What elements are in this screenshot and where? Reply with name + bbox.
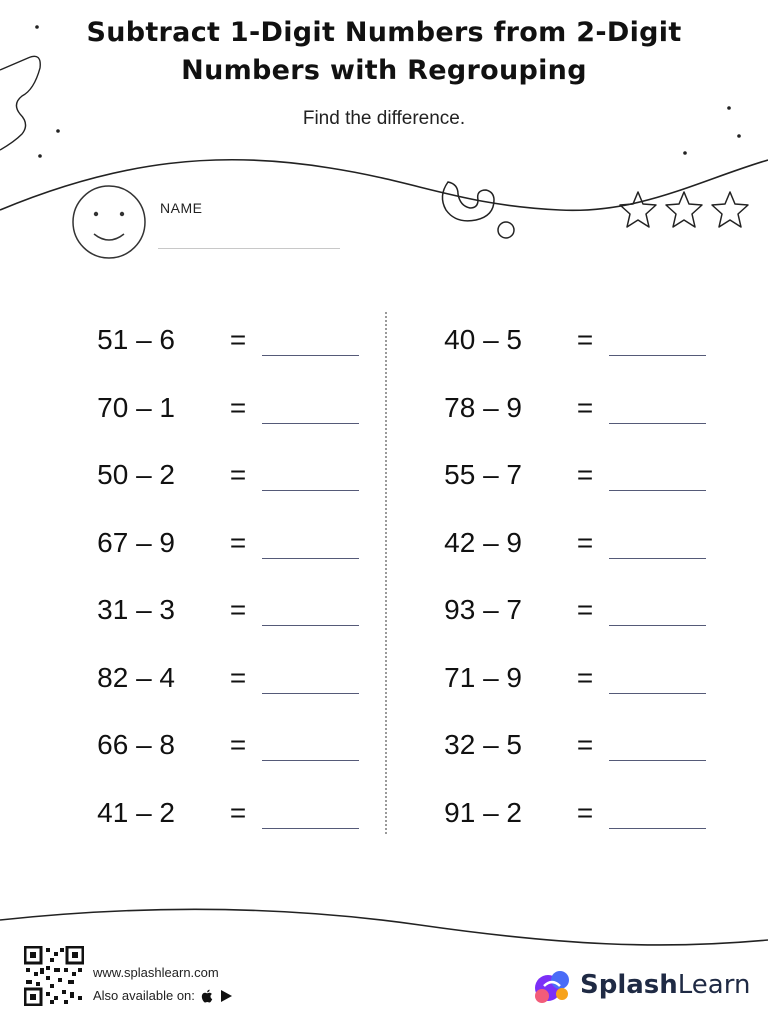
- answer-blank[interactable]: [609, 693, 706, 694]
- problem-expression: 93 – 7: [444, 594, 522, 625]
- equals-sign: =: [576, 797, 594, 828]
- problem-expression: 32 – 5: [444, 729, 522, 760]
- problem-expression: 91 – 2: [444, 797, 522, 828]
- equals-sign: =: [229, 527, 247, 558]
- problem-expression: 41 – 2: [97, 797, 175, 828]
- answer-blank[interactable]: [609, 760, 706, 761]
- available-on: [93, 988, 233, 1003]
- answer-blank[interactable]: [262, 693, 359, 694]
- problem-expression: 67 – 9: [97, 527, 175, 558]
- answer-blank[interactable]: [262, 828, 359, 829]
- problem-expression: 78 – 9: [444, 392, 522, 423]
- column-divider: [385, 312, 387, 834]
- answer-blank[interactable]: [262, 760, 359, 761]
- problem-expression: 31 – 3: [97, 594, 175, 625]
- worksheet-title: [0, 14, 768, 90]
- equals-sign: =: [229, 729, 247, 760]
- answer-blank[interactable]: [262, 490, 359, 491]
- header-wave: [0, 160, 768, 211]
- rating-stars-icon: [620, 192, 748, 227]
- answer-blank[interactable]: [609, 558, 706, 559]
- problem-expression: 55 – 7: [444, 459, 522, 490]
- brand-bold: Splash: [580, 970, 678, 1000]
- answer-blank[interactable]: [609, 423, 706, 424]
- equals-sign: =: [229, 459, 247, 490]
- available-on-label: Also available on:: [93, 988, 195, 1003]
- answer-blank[interactable]: [262, 558, 359, 559]
- splashlearn-logo-icon: [532, 966, 576, 1006]
- equals-sign: =: [576, 594, 594, 625]
- smiley-icon: [73, 186, 145, 258]
- answer-blank[interactable]: [262, 625, 359, 626]
- problem-expression: 66 – 8: [97, 729, 175, 760]
- equals-sign: =: [229, 594, 247, 625]
- apple-icon[interactable]: [201, 989, 214, 1003]
- website-url[interactable]: www.splashlearn.com: [93, 965, 219, 980]
- instruction-text: Find the difference.: [302, 108, 466, 129]
- name-input-line[interactable]: [158, 248, 340, 249]
- equals-sign: =: [229, 797, 247, 828]
- problem-expression: 82 – 4: [97, 662, 175, 693]
- brand-light: Learn: [677, 970, 751, 1000]
- name-label: NAME: [160, 200, 203, 216]
- problem-expression: 50 – 2: [97, 459, 175, 490]
- equals-sign: =: [229, 324, 247, 355]
- problem-expression: 51 – 6: [97, 324, 175, 355]
- qr-code-icon: [24, 946, 84, 1006]
- equals-sign: =: [229, 392, 247, 423]
- problem-expression: 42 – 9: [444, 527, 522, 558]
- equals-sign: =: [576, 392, 594, 423]
- title-line-1: Subtract 1-Digit Numbers from 2-Digit: [86, 17, 682, 48]
- answer-blank[interactable]: [609, 625, 706, 626]
- play-store-icon[interactable]: [220, 989, 233, 1003]
- equals-sign: =: [229, 662, 247, 693]
- answer-blank[interactable]: [609, 828, 706, 829]
- answer-blank[interactable]: [262, 423, 359, 424]
- equals-sign: =: [576, 459, 594, 490]
- footer-wave: [0, 909, 768, 945]
- problem-expression: 70 – 1: [97, 392, 175, 423]
- equals-sign: =: [576, 527, 594, 558]
- title-line-2: Numbers with Regrouping: [181, 55, 587, 86]
- equals-sign: =: [576, 324, 594, 355]
- answer-blank[interactable]: [262, 355, 359, 356]
- problem-expression: 71 – 9: [444, 662, 522, 693]
- splashlearn-brand: [580, 970, 750, 1000]
- equals-sign: =: [576, 729, 594, 760]
- equals-sign: =: [576, 662, 594, 693]
- answer-blank[interactable]: [609, 355, 706, 356]
- answer-blank[interactable]: [609, 490, 706, 491]
- problem-expression: 40 – 5: [444, 324, 522, 355]
